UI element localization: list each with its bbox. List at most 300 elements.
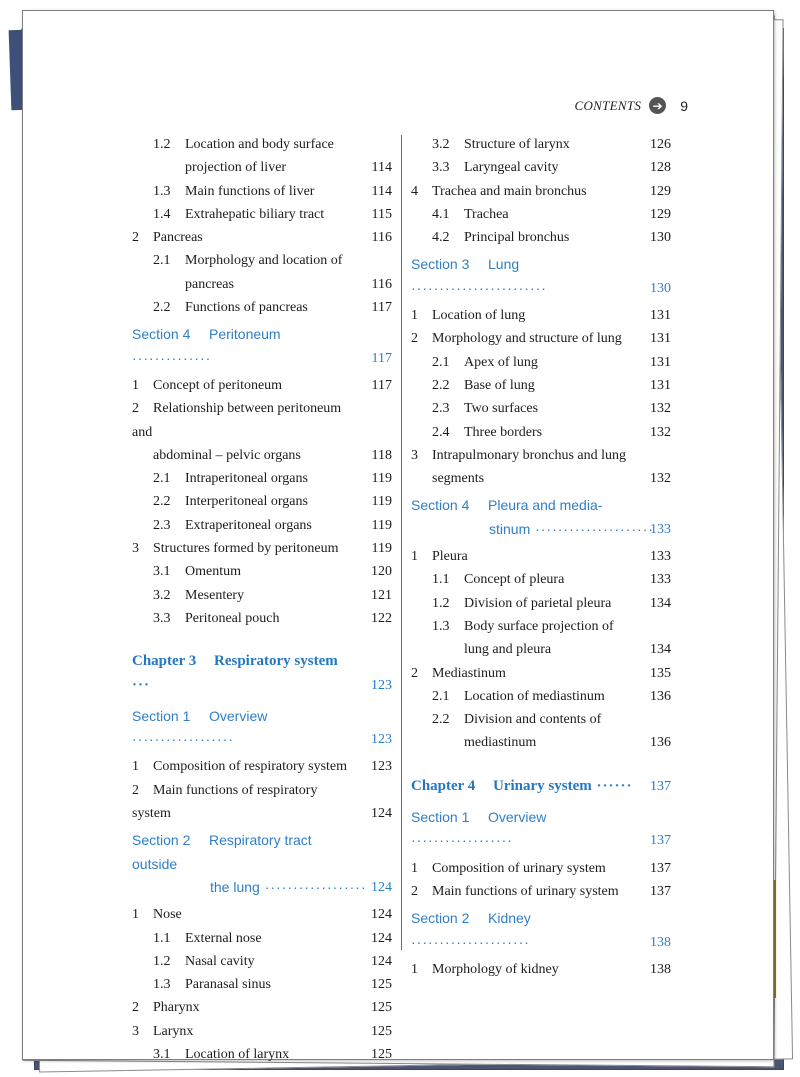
page-number-ref: 137 xyxy=(650,778,671,794)
toc-entry-line xyxy=(132,903,392,926)
toc-entry xyxy=(132,927,392,950)
entry-title: Body surface projection of xyxy=(464,618,614,634)
entry-number: 3 xyxy=(132,541,139,557)
entry-number: 4.1 xyxy=(432,206,450,222)
section-number: Section 4 xyxy=(132,326,191,343)
toc-entry xyxy=(132,467,392,490)
toc-chapter-entry xyxy=(411,775,671,798)
page-number-ref: 120 xyxy=(371,564,392,580)
entry-title: Extrahepatic biliary tract xyxy=(185,206,325,222)
toc-entry-line xyxy=(132,950,392,973)
page-number-ref: 131 xyxy=(650,331,671,347)
section-title: Overview xyxy=(488,809,547,826)
toc-entry xyxy=(411,857,671,880)
toc-entry-continuation xyxy=(411,518,671,541)
page-number-ref: 124 xyxy=(371,907,392,923)
entry-title: Omentum xyxy=(185,564,241,580)
page-number-ref: 116 xyxy=(371,230,392,246)
toc-entry-line xyxy=(132,1043,392,1066)
entry-title: mediastinum xyxy=(464,735,537,751)
toc-entry xyxy=(132,296,392,319)
entry-title: Structures formed by peritoneum xyxy=(153,541,339,557)
toc-entry-line xyxy=(132,537,392,560)
toc-entry xyxy=(132,973,392,996)
entry-title: Interperitoneal organs xyxy=(185,494,308,510)
section-number: Section 4 xyxy=(411,497,470,514)
page-number-ref: 136 xyxy=(650,735,671,751)
page-number-ref: 117 xyxy=(371,377,392,393)
toc-entry-continuation xyxy=(411,731,671,754)
toc-entry xyxy=(132,903,392,926)
arrow-right-icon: ➔ xyxy=(649,97,666,114)
entry-number: 2 xyxy=(411,883,418,899)
toc-entry-line xyxy=(132,133,392,156)
entry-title: Location and body surface xyxy=(185,137,334,152)
toc-entry-line xyxy=(411,133,671,156)
toc-entry-continuation xyxy=(132,156,392,179)
toc-entry xyxy=(411,133,671,156)
page-number-ref: 114 xyxy=(371,160,392,176)
entry-title: Division of parietal pleura xyxy=(464,595,612,611)
entry-title: Composition of respiratory system xyxy=(153,759,348,775)
toc-entry-line xyxy=(132,560,392,583)
toc-entry-continuation xyxy=(132,273,392,296)
page-number-ref: 136 xyxy=(650,688,671,704)
toc-entry-line xyxy=(411,253,671,300)
toc-entry-line xyxy=(411,304,671,327)
page-number-ref: 132 xyxy=(650,471,671,487)
page-number-ref: 137 xyxy=(650,883,671,899)
page-number-ref: 123 xyxy=(371,732,392,748)
entry-title: Peritoneal pouch xyxy=(185,610,280,626)
toc-entry xyxy=(132,755,392,778)
toc-entry xyxy=(411,397,671,420)
toc-entry-line xyxy=(411,156,671,179)
entry-title: Concept of peritoneum xyxy=(153,377,283,393)
toc-entry-line xyxy=(411,226,671,249)
entry-title: External nose xyxy=(185,930,262,946)
entry-title: Pleura xyxy=(432,549,468,565)
page-number-ref: 135 xyxy=(650,665,671,681)
toc-entry-line xyxy=(132,490,392,513)
entry-number: 1 xyxy=(132,759,139,775)
toc-entry-line xyxy=(132,514,392,537)
section-title: stinum xyxy=(489,520,531,537)
entry-number: 4.2 xyxy=(432,230,450,246)
toc-entry xyxy=(132,584,392,607)
leader-dots: ··· xyxy=(132,676,151,693)
section-title: Pleura and media- xyxy=(488,497,603,514)
entry-title: Location of mediastinum xyxy=(464,688,605,704)
chapter-number: Chapter 3 xyxy=(132,653,197,670)
page-number-ref: 117 xyxy=(371,300,392,316)
leader-dots: ····················· xyxy=(530,520,655,537)
toc-entry xyxy=(132,1043,392,1066)
toc-entry xyxy=(411,685,671,708)
toc-entry xyxy=(411,421,671,444)
page-number-ref: 123 xyxy=(371,677,392,693)
toc-entry xyxy=(411,327,671,350)
entry-number: 1 xyxy=(411,860,418,876)
toc-entry-line xyxy=(132,374,392,397)
entry-title: Larynx xyxy=(153,1023,194,1039)
toc-entry xyxy=(132,779,392,826)
toc-entry-line xyxy=(132,1020,392,1043)
toc-section-entry xyxy=(411,806,671,853)
toc-entry xyxy=(132,397,392,467)
chapter-title: Urinary system xyxy=(493,777,592,794)
page-number-ref: 125 xyxy=(371,1023,392,1039)
page-number-ref: 114 xyxy=(371,183,392,199)
toc-entry-line xyxy=(132,323,392,370)
toc-entry-line xyxy=(132,650,392,697)
section-number: Section 2 xyxy=(411,910,470,927)
entry-title: Intraperitoneal organs xyxy=(185,471,308,487)
toc-entry-line xyxy=(132,203,392,226)
page-number-ref: 119 xyxy=(371,471,392,487)
toc-entry xyxy=(411,304,671,327)
entry-title: segments xyxy=(432,471,485,487)
entry-number: 1.2 xyxy=(153,953,171,969)
toc-entry-line xyxy=(132,779,392,826)
page-number-ref: 128 xyxy=(650,160,671,176)
section-title: Lung xyxy=(488,256,520,273)
toc-entry-line xyxy=(411,494,671,517)
toc-entry xyxy=(132,607,392,630)
page-number-ref: 138 xyxy=(650,961,671,977)
entry-title: Trachea and main bronchus xyxy=(432,183,587,199)
toc-entry-line xyxy=(411,907,671,954)
toc-entry xyxy=(132,490,392,513)
toc-entry xyxy=(132,950,392,973)
entry-title: Three borders xyxy=(464,424,543,440)
entry-number: 3 xyxy=(411,447,418,463)
toc-entry-line xyxy=(132,226,392,249)
entry-number: 2.2 xyxy=(153,494,171,510)
entry-title: Relationship between peritoneum and xyxy=(132,401,342,440)
entry-number: 2 xyxy=(132,782,139,798)
entry-number: 1 xyxy=(132,907,139,923)
toc-entry-line xyxy=(411,880,671,903)
entry-title: Nose xyxy=(153,907,182,923)
entry-title: Structure of larynx xyxy=(464,137,570,152)
toc-entry-line xyxy=(132,584,392,607)
entry-number: 2.3 xyxy=(153,517,171,533)
page-number-ref: 131 xyxy=(650,308,671,324)
toc-chapter-entry xyxy=(132,650,392,697)
page-number-ref: 126 xyxy=(650,137,671,152)
entry-number: 1 xyxy=(411,549,418,565)
toc-section-entry xyxy=(132,829,392,899)
toc-entry xyxy=(132,249,392,296)
entry-number: 2 xyxy=(411,665,418,681)
page-number-ref: 132 xyxy=(650,424,671,440)
toc-entry xyxy=(411,545,671,568)
toc-entry xyxy=(411,592,671,615)
toc-entry-line xyxy=(132,755,392,778)
section-number: Section 3 xyxy=(411,256,470,273)
entry-number: 2.2 xyxy=(432,377,450,393)
entry-title: Composition of urinary system xyxy=(432,860,606,876)
toc-entry xyxy=(411,180,671,203)
column-divider xyxy=(401,135,402,950)
page-number-ref: 121 xyxy=(371,587,392,603)
toc-entry-line xyxy=(411,374,671,397)
entry-number: 2 xyxy=(132,1000,139,1016)
page-number-ref: 123 xyxy=(371,759,392,775)
toc-entry xyxy=(132,133,392,180)
entry-title: abdominal – pelvic organs xyxy=(153,447,301,463)
toc-entry-line xyxy=(411,421,671,444)
toc-section-entry xyxy=(132,705,392,752)
entry-number: 1.2 xyxy=(153,137,171,152)
toc-entry-line xyxy=(132,180,392,203)
toc-entry-continuation xyxy=(132,444,392,467)
page-number-ref: 130 xyxy=(650,230,671,246)
toc-entry-line xyxy=(411,351,671,374)
entry-number: 3.3 xyxy=(432,160,450,176)
entry-number: 1 xyxy=(132,377,139,393)
page-number-ref: 129 xyxy=(650,206,671,222)
toc-section-entry xyxy=(411,253,671,300)
entry-number: 3.1 xyxy=(153,1046,171,1062)
entry-number: 2.1 xyxy=(432,354,450,370)
toc-section-entry xyxy=(411,907,671,954)
toc-entry xyxy=(132,514,392,537)
entry-title: Pharynx xyxy=(153,1000,200,1016)
page-number-ref: 124 xyxy=(371,930,392,946)
page-number-ref: 138 xyxy=(650,934,671,950)
entry-number: 1.3 xyxy=(432,618,450,634)
toc-left-column xyxy=(132,133,392,1066)
page-number-ref: 132 xyxy=(650,401,671,417)
page-number-ref: 133 xyxy=(650,572,671,588)
entry-title: Functions of pancreas xyxy=(185,300,308,316)
entry-number: 2.1 xyxy=(153,253,171,269)
page-number-ref: 125 xyxy=(371,977,392,993)
toc-entry-line xyxy=(132,927,392,950)
entry-number: 2.1 xyxy=(153,471,171,487)
page-number-ref: 137 xyxy=(650,833,671,849)
toc-entry-line xyxy=(132,397,392,444)
toc-entry xyxy=(132,374,392,397)
page-number-ref: 131 xyxy=(650,354,671,370)
page-number-ref: 133 xyxy=(650,521,671,537)
leader-dots: ····················· xyxy=(411,933,530,950)
running-header xyxy=(575,97,689,114)
entry-title: Mesentery xyxy=(185,587,245,603)
entry-title: projection of liver xyxy=(185,160,287,176)
toc-entry xyxy=(411,351,671,374)
entry-title: Morphology and structure of lung xyxy=(432,331,622,347)
toc-entry-line xyxy=(411,568,671,591)
entry-title: Base of lung xyxy=(464,377,535,393)
entry-number: 3.3 xyxy=(153,610,171,626)
page-number-ref: 133 xyxy=(650,549,671,565)
page-number-ref: 117 xyxy=(371,350,392,366)
entry-title: Pancreas xyxy=(153,230,203,246)
entry-number: 1.1 xyxy=(153,930,171,946)
toc-section-entry xyxy=(132,323,392,370)
entry-title: Mediastinum xyxy=(432,665,506,681)
entry-number: 1.1 xyxy=(432,572,450,588)
entry-title: Morphology of kidney xyxy=(432,961,559,977)
entry-number: 2 xyxy=(132,401,139,417)
entry-title: Location of larynx xyxy=(185,1046,290,1062)
entry-title: Paranasal sinus xyxy=(185,977,271,993)
page-number-ref: 129 xyxy=(650,183,671,199)
entry-number: 1 xyxy=(411,961,418,977)
entry-number: 2.3 xyxy=(432,401,450,417)
entry-number: 1.3 xyxy=(153,183,171,199)
toc-right-column xyxy=(411,133,671,981)
toc-entry-line xyxy=(411,545,671,568)
toc-entry xyxy=(411,156,671,179)
page-number-ref: 125 xyxy=(371,1046,392,1062)
page-number-ref: 124 xyxy=(371,806,392,822)
toc-entry-line xyxy=(411,180,671,203)
page-number-ref: 134 xyxy=(650,642,671,658)
entry-number: 4 xyxy=(411,183,418,199)
toc-entry-line xyxy=(411,685,671,708)
toc-entry xyxy=(132,537,392,560)
toc-entry xyxy=(411,568,671,591)
toc-entry-continuation xyxy=(411,638,671,661)
entry-number: 3.2 xyxy=(432,137,450,152)
section-title: Peritoneum xyxy=(209,326,281,343)
entry-title: Apex of lung xyxy=(464,354,538,370)
entry-title: Location of lung xyxy=(432,308,526,324)
toc-entry-line xyxy=(132,996,392,1019)
toc-entry-line xyxy=(132,829,392,876)
toc-entry-line xyxy=(411,857,671,880)
entry-title: Trachea xyxy=(464,206,509,222)
toc-entry-line xyxy=(132,296,392,319)
toc-entry-line xyxy=(411,708,671,731)
page-number-ref: 131 xyxy=(650,377,671,393)
page-number-ref: 124 xyxy=(371,953,392,969)
entry-title: Laryngeal cavity xyxy=(464,160,559,176)
entry-number: 1 xyxy=(411,308,418,324)
section-title: Overview xyxy=(209,707,268,724)
entry-number: 1.2 xyxy=(432,595,450,611)
header-title: CONTENTS xyxy=(574,97,642,113)
toc-entry xyxy=(411,226,671,249)
toc-entry-line xyxy=(411,775,671,798)
entry-title: lung and pleura xyxy=(464,642,552,658)
section-title: Respiratory tract outside xyxy=(132,832,312,872)
toc-entry-line xyxy=(132,467,392,490)
leader-dots: ······ xyxy=(591,777,633,794)
toc-entry-line xyxy=(411,327,671,350)
section-number: Section 1 xyxy=(411,809,470,826)
section-title: Kidney xyxy=(488,910,531,927)
chapter-title: Respiratory system xyxy=(214,653,338,670)
entry-number: 2 xyxy=(411,331,418,347)
page-number-ref: 137 xyxy=(650,860,671,876)
toc-entry xyxy=(411,958,671,981)
toc-entry-line xyxy=(411,958,671,981)
page-number-ref: 119 xyxy=(371,541,392,557)
toc-entry xyxy=(411,708,671,755)
toc-entry xyxy=(411,662,671,685)
page-number-ref: 124 xyxy=(371,879,392,895)
entry-title: Principal bronchus xyxy=(464,230,570,246)
chapter-number: Chapter 4 xyxy=(411,777,476,794)
toc-entry xyxy=(411,444,671,491)
leader-dots: ························ xyxy=(411,279,547,296)
entry-number: 2.2 xyxy=(432,712,450,728)
toc-entry xyxy=(411,880,671,903)
toc-entry xyxy=(411,615,671,662)
toc-entry-continuation xyxy=(411,467,671,490)
toc-entry-line xyxy=(411,444,671,467)
toc-entry-line xyxy=(132,705,392,752)
leader-dots: ·················· xyxy=(411,832,513,849)
entry-title: Intrapulmonary bronchus and lung xyxy=(432,447,627,463)
entry-title: Two surfaces xyxy=(464,401,539,417)
entry-number: 2.2 xyxy=(153,300,171,316)
page-number-ref: 130 xyxy=(650,280,671,296)
entry-number: 3 xyxy=(132,1023,139,1039)
toc-entry xyxy=(132,203,392,226)
page-number-ref: 125 xyxy=(371,1000,392,1016)
entry-title: Nasal cavity xyxy=(185,953,255,969)
toc-entry-line xyxy=(411,662,671,685)
toc-entry xyxy=(132,996,392,1019)
entry-number: 2.4 xyxy=(432,424,450,440)
toc-entry xyxy=(411,203,671,226)
leader-dots: ·················· xyxy=(132,731,234,748)
leader-dots: ·················· xyxy=(259,878,367,895)
toc-entry xyxy=(132,1020,392,1043)
entry-title: Concept of pleura xyxy=(464,572,565,588)
entry-title: pancreas xyxy=(185,276,234,292)
page-number-ref: 122 xyxy=(371,610,392,626)
toc-entry xyxy=(132,180,392,203)
toc-entry-line xyxy=(411,203,671,226)
entry-title: Main functions of urinary system xyxy=(432,883,619,899)
toc-entry xyxy=(132,560,392,583)
entry-title: Morphology and location of xyxy=(185,253,343,269)
page-number-ref: 119 xyxy=(371,517,392,533)
entry-number: 1.3 xyxy=(153,977,171,993)
section-number: Section 1 xyxy=(132,707,191,724)
page-number-ref: 119 xyxy=(371,494,392,510)
page-number: 9 xyxy=(680,97,688,114)
entry-title: Extraperitoneal organs xyxy=(185,517,312,533)
entry-number: 3.2 xyxy=(153,587,171,603)
entry-number: 2.1 xyxy=(432,688,450,704)
toc-entry-line xyxy=(411,615,671,638)
entry-number: 1.4 xyxy=(153,206,171,222)
toc-entry-line xyxy=(132,607,392,630)
toc-entry-line xyxy=(411,806,671,853)
toc-entry-line xyxy=(132,973,392,996)
page-number-ref: 118 xyxy=(371,447,392,463)
toc-entry xyxy=(132,226,392,249)
entry-title: Main functions of respiratory system xyxy=(132,782,318,822)
entry-number: 2 xyxy=(132,230,139,246)
page-number-ref: 134 xyxy=(650,595,671,611)
section-number: Section 2 xyxy=(132,832,191,849)
toc-entry-continuation xyxy=(132,876,392,899)
entry-number: 3.1 xyxy=(153,564,171,580)
section-title: the lung xyxy=(210,878,260,895)
entry-title: Main functions of liver xyxy=(185,183,315,199)
toc-entry xyxy=(411,374,671,397)
page-number-ref: 116 xyxy=(371,276,392,292)
